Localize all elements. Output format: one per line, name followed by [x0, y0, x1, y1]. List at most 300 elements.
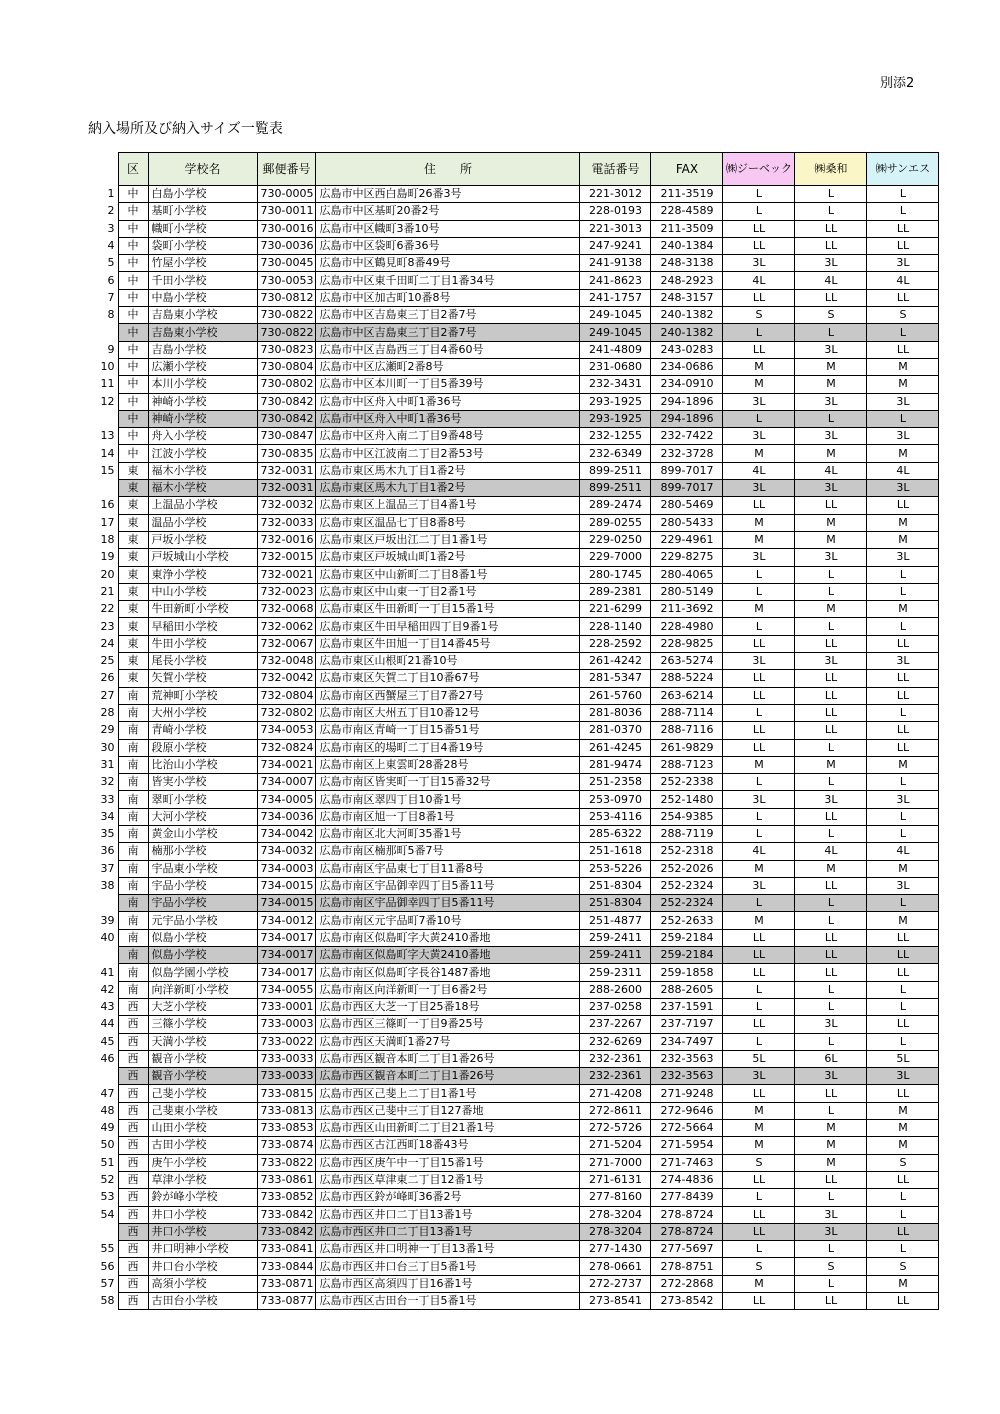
school-name-cell: 福木小学校	[148, 480, 257, 497]
fax-cell: 211-3692	[651, 601, 723, 618]
school-name-cell: 温品小学校	[148, 514, 257, 531]
postal-code-cell: 732-0824	[257, 739, 316, 756]
size-sowa-cell: L	[795, 981, 867, 998]
school-name-cell: 東浄小学校	[148, 566, 257, 583]
postal-code-cell: 734-0055	[257, 981, 316, 998]
tel-cell: 232-2361	[580, 1050, 651, 1067]
fax-cell: 229-4961	[651, 531, 723, 548]
table-row	[92, 428, 939, 445]
row-number: 58	[92, 1293, 118, 1310]
size-sowa-cell: 3L	[795, 549, 867, 566]
fax-cell: 228-9825	[651, 635, 723, 652]
fax-cell: 248-3138	[651, 255, 723, 272]
postal-code-cell: 733-0844	[257, 1258, 316, 1275]
fax-cell: 234-0910	[651, 376, 723, 393]
table-row	[92, 1293, 939, 1310]
tel-cell: 228-1140	[580, 618, 651, 635]
size-sun-s-cell: M	[867, 756, 939, 773]
size-xebec-cell: L	[723, 410, 795, 427]
table-row	[92, 635, 939, 652]
header-blank	[92, 153, 118, 186]
size-xebec-cell: LL	[723, 220, 795, 237]
fax-cell: 288-7123	[651, 756, 723, 773]
size-xebec-cell: LL	[723, 497, 795, 514]
address-cell: 広島市中区吉島西三丁目4番60号	[316, 341, 580, 358]
school-name-cell: 荒神町小学校	[148, 687, 257, 704]
size-sun-s-cell: L	[867, 583, 939, 600]
postal-code-cell: 732-0016	[257, 531, 316, 548]
tel-cell: 228-0193	[580, 203, 651, 220]
address-cell: 広島市中区基町20番2号	[316, 203, 580, 220]
address-cell: 広島市中区舟入中町1番36号	[316, 393, 580, 410]
ward-cell: 東	[118, 514, 148, 531]
fax-cell: 271-9248	[651, 1085, 723, 1102]
postal-code-cell: 733-0852	[257, 1189, 316, 1206]
fax-cell: 232-3563	[651, 1068, 723, 1085]
size-sun-s-cell: L	[867, 203, 939, 220]
size-xebec-cell: M	[723, 1102, 795, 1119]
postal-code-cell: 730-0812	[257, 289, 316, 306]
address-cell: 広島市西区井口台三丁目5番1号	[316, 1258, 580, 1275]
size-xebec-cell: 3L	[723, 1068, 795, 1085]
table-row	[92, 1206, 939, 1223]
table-row	[92, 687, 939, 704]
ward-cell: 中	[118, 255, 148, 272]
ward-cell: 西	[118, 1258, 148, 1275]
ward-cell: 南	[118, 808, 148, 825]
row-number: 25	[92, 653, 118, 670]
school-name-cell: 庚午小学校	[148, 1154, 257, 1171]
row-number: 35	[92, 825, 118, 842]
size-xebec-cell: L	[723, 1033, 795, 1050]
size-sun-s-cell: 4L	[867, 843, 939, 860]
document-title: 納入場所及び納入サイズ一覧表	[88, 121, 283, 137]
row-number: 57	[92, 1275, 118, 1292]
size-sowa-cell: LL	[795, 220, 867, 237]
tel-cell: 237-0258	[580, 998, 651, 1015]
postal-code-cell: 732-0042	[257, 670, 316, 687]
size-sowa-cell: LL	[795, 1293, 867, 1310]
school-name-cell: 宇品小学校	[148, 877, 257, 894]
size-sun-s-cell: M	[867, 912, 939, 929]
school-name-cell: 青崎小学校	[148, 722, 257, 739]
row-number: 45	[92, 1033, 118, 1050]
size-sun-s-cell: 5L	[867, 1050, 939, 1067]
table-row	[92, 289, 939, 306]
table-row	[92, 410, 939, 427]
row-number: 41	[92, 964, 118, 981]
address-cell: 広島市東区戸坂出江二丁目1番1号	[316, 531, 580, 548]
postal-code-cell: 730-0847	[257, 428, 316, 445]
postal-code-cell: 732-0015	[257, 549, 316, 566]
size-sun-s-cell: L	[867, 808, 939, 825]
tel-cell: 271-4208	[580, 1085, 651, 1102]
row-number	[92, 324, 118, 341]
school-name-cell: 広瀬小学校	[148, 358, 257, 375]
school-name-cell: 元宇品小学校	[148, 912, 257, 929]
size-sowa-cell: LL	[795, 670, 867, 687]
size-sun-s-cell: 3L	[867, 428, 939, 445]
size-sowa-cell: S	[795, 1258, 867, 1275]
fax-cell: 234-7497	[651, 1033, 723, 1050]
ward-cell: 西	[118, 1171, 148, 1188]
size-xebec-cell: 3L	[723, 791, 795, 808]
postal-code-cell: 732-0023	[257, 583, 316, 600]
address-cell: 広島市中区広瀬町2番8号	[316, 358, 580, 375]
fax-cell: 272-5664	[651, 1120, 723, 1137]
row-number: 26	[92, 670, 118, 687]
school-name-cell: 古田台小学校	[148, 1293, 257, 1310]
row-number: 9	[92, 341, 118, 358]
ward-cell: 西	[118, 1016, 148, 1033]
fax-cell: 271-5954	[651, 1137, 723, 1154]
size-sowa-cell: 3L	[795, 1223, 867, 1240]
size-sun-s-cell: L	[867, 1241, 939, 1258]
ward-cell: 西	[118, 1189, 148, 1206]
postal-code-cell: 733-0033	[257, 1068, 316, 1085]
tel-cell: 231-0680	[580, 358, 651, 375]
school-name-cell: 井口台小学校	[148, 1258, 257, 1275]
ward-cell: 東	[118, 549, 148, 566]
school-name-cell: 中山小学校	[148, 583, 257, 600]
school-name-cell: 竹屋小学校	[148, 255, 257, 272]
table-row	[92, 272, 939, 289]
size-sowa-cell: 3L	[795, 1068, 867, 1085]
header-ward: 区	[118, 153, 148, 186]
size-sowa-cell: M	[795, 1154, 867, 1171]
size-sowa-cell: LL	[795, 808, 867, 825]
school-name-cell: 白島小学校	[148, 186, 257, 203]
size-xebec-cell: 3L	[723, 877, 795, 894]
size-sun-s-cell: LL	[867, 497, 939, 514]
row-number	[92, 410, 118, 427]
size-xebec-cell: L	[723, 895, 795, 912]
row-number: 16	[92, 497, 118, 514]
size-sun-s-cell: LL	[867, 635, 939, 652]
table-row	[92, 739, 939, 756]
address-cell: 広島市中区西白島町26番3号	[316, 186, 580, 203]
size-xebec-cell: L	[723, 808, 795, 825]
address-cell: 広島市南区上東雲町28番28号	[316, 756, 580, 773]
row-number: 49	[92, 1120, 118, 1137]
size-sowa-cell: 6L	[795, 1050, 867, 1067]
fax-cell: 237-7197	[651, 1016, 723, 1033]
row-number: 55	[92, 1241, 118, 1258]
tel-cell: 899-2511	[580, 480, 651, 497]
school-name-cell: 神崎小学校	[148, 393, 257, 410]
postal-code-cell: 730-0053	[257, 272, 316, 289]
size-sun-s-cell: S	[867, 1154, 939, 1171]
attachment-label: 別添2	[880, 76, 915, 91]
tel-cell: 251-8304	[580, 895, 651, 912]
row-number: 37	[92, 860, 118, 877]
size-sun-s-cell: M	[867, 445, 939, 462]
tel-cell: 289-2474	[580, 497, 651, 514]
size-sowa-cell: L	[795, 583, 867, 600]
size-sowa-cell: LL	[795, 704, 867, 721]
ward-cell: 西	[118, 1068, 148, 1085]
row-number: 33	[92, 791, 118, 808]
address-cell: 広島市南区青崎一丁目15番51号	[316, 722, 580, 739]
address-cell: 広島市中区舟入南二丁目9番48号	[316, 428, 580, 445]
size-sowa-cell: 3L	[795, 428, 867, 445]
tel-cell: 221-6299	[580, 601, 651, 618]
fax-cell: 899-7017	[651, 462, 723, 479]
ward-cell: 中	[118, 272, 148, 289]
tel-cell: 293-1925	[580, 410, 651, 427]
fax-cell: 252-2026	[651, 860, 723, 877]
tel-cell: 273-8541	[580, 1293, 651, 1310]
ward-cell: 東	[118, 566, 148, 583]
address-cell: 広島市南区宇品御幸四丁目5番11号	[316, 895, 580, 912]
fax-cell: 259-1858	[651, 964, 723, 981]
postal-code-cell: 730-0011	[257, 203, 316, 220]
size-xebec-cell: L	[723, 186, 795, 203]
size-sun-s-cell: 3L	[867, 480, 939, 497]
row-number	[92, 895, 118, 912]
ward-cell: 西	[118, 1050, 148, 1067]
size-sun-s-cell: M	[867, 358, 939, 375]
size-sun-s-cell: M	[867, 1137, 939, 1154]
fax-cell: 240-1382	[651, 307, 723, 324]
ward-cell: 西	[118, 1154, 148, 1171]
row-number: 53	[92, 1189, 118, 1206]
school-name-cell: 比治山小学校	[148, 756, 257, 773]
size-sun-s-cell: L	[867, 998, 939, 1015]
size-xebec-cell: LL	[723, 964, 795, 981]
size-xebec-cell: LL	[723, 1016, 795, 1033]
ward-cell: 中	[118, 410, 148, 427]
school-name-cell: 楠那小学校	[148, 843, 257, 860]
address-cell: 広島市東区牛田新町一丁目15番1号	[316, 601, 580, 618]
table-header-row	[92, 153, 939, 186]
table-row	[92, 722, 939, 739]
postal-code-cell: 730-0802	[257, 376, 316, 393]
size-sun-s-cell: LL	[867, 1016, 939, 1033]
size-sowa-cell: 4L	[795, 272, 867, 289]
ward-cell: 中	[118, 203, 148, 220]
row-number: 17	[92, 514, 118, 531]
size-xebec-cell: M	[723, 860, 795, 877]
tel-cell: 259-2411	[580, 929, 651, 946]
address-cell: 広島市西区高須四丁目16番1号	[316, 1275, 580, 1292]
postal-code-cell: 733-0022	[257, 1033, 316, 1050]
size-sowa-cell: M	[795, 1137, 867, 1154]
postal-code-cell: 732-0032	[257, 497, 316, 514]
table-row	[92, 981, 939, 998]
address-cell: 広島市南区向洋新町一丁目6番2号	[316, 981, 580, 998]
size-xebec-cell: LL	[723, 947, 795, 964]
size-sun-s-cell: L	[867, 774, 939, 791]
address-cell: 広島市南区西蟹屋三丁目7番27号	[316, 687, 580, 704]
size-sun-s-cell: M	[867, 514, 939, 531]
tel-cell: 237-2267	[580, 1016, 651, 1033]
row-number: 47	[92, 1085, 118, 1102]
address-cell: 広島市西区古江西町18番43号	[316, 1137, 580, 1154]
tel-cell: 281-0370	[580, 722, 651, 739]
row-number: 40	[92, 929, 118, 946]
table-row	[92, 307, 939, 324]
postal-code-cell: 730-0822	[257, 324, 316, 341]
tel-cell: 247-9241	[580, 237, 651, 254]
ward-cell: 西	[118, 1206, 148, 1223]
fax-cell: 288-7119	[651, 825, 723, 842]
size-sowa-cell: M	[795, 756, 867, 773]
ward-cell: 中	[118, 237, 148, 254]
size-sun-s-cell: LL	[867, 739, 939, 756]
address-cell: 広島市南区似島町字大黄2410番地	[316, 947, 580, 964]
tel-cell: 271-6131	[580, 1171, 651, 1188]
tel-cell: 261-4245	[580, 739, 651, 756]
fax-cell: 240-1384	[651, 237, 723, 254]
tel-cell: 277-8160	[580, 1189, 651, 1206]
size-xebec-cell: LL	[723, 1293, 795, 1310]
school-name-cell: 井口明神小学校	[148, 1241, 257, 1258]
ward-cell: 南	[118, 825, 148, 842]
fax-cell: 288-2605	[651, 981, 723, 998]
size-sun-s-cell: LL	[867, 687, 939, 704]
size-xebec-cell: 4L	[723, 462, 795, 479]
size-xebec-cell: LL	[723, 237, 795, 254]
table-row	[92, 877, 939, 894]
ward-cell: 東	[118, 497, 148, 514]
size-xebec-cell: L	[723, 324, 795, 341]
tel-cell: 249-1045	[580, 324, 651, 341]
ward-cell: 中	[118, 428, 148, 445]
fax-cell: 273-8542	[651, 1293, 723, 1310]
postal-code-cell: 733-0822	[257, 1154, 316, 1171]
tel-cell: 253-4116	[580, 808, 651, 825]
ward-cell: 東	[118, 531, 148, 548]
size-sowa-cell: L	[795, 410, 867, 427]
size-sowa-cell: L	[795, 912, 867, 929]
address-cell: 広島市中区本川町一丁目5番39号	[316, 376, 580, 393]
size-xebec-cell: M	[723, 445, 795, 462]
size-sun-s-cell: L	[867, 1033, 939, 1050]
ward-cell: 南	[118, 895, 148, 912]
tel-cell: 261-4242	[580, 653, 651, 670]
school-name-cell: 早稲田小学校	[148, 618, 257, 635]
size-sun-s-cell: L	[867, 1206, 939, 1223]
table-row	[92, 549, 939, 566]
address-cell: 広島市東区中山新町二丁目8番1号	[316, 566, 580, 583]
size-xebec-cell: M	[723, 376, 795, 393]
table-row	[92, 601, 939, 618]
fax-cell: 243-0283	[651, 341, 723, 358]
size-xebec-cell: LL	[723, 289, 795, 306]
size-sun-s-cell: LL	[867, 341, 939, 358]
tel-cell: 261-5760	[580, 687, 651, 704]
table-row	[92, 220, 939, 237]
size-sun-s-cell: LL	[867, 289, 939, 306]
size-sun-s-cell: L	[867, 186, 939, 203]
row-number: 38	[92, 877, 118, 894]
tel-cell: 241-8623	[580, 272, 651, 289]
tel-cell: 251-2358	[580, 774, 651, 791]
postal-code-cell: 732-0033	[257, 514, 316, 531]
size-sowa-cell: LL	[795, 722, 867, 739]
postal-code-cell: 733-0871	[257, 1275, 316, 1292]
header-vendor-sowa: ㈱桑和	[795, 153, 867, 186]
size-sowa-cell: LL	[795, 947, 867, 964]
tel-cell: 241-1757	[580, 289, 651, 306]
school-name-cell: 基町小学校	[148, 203, 257, 220]
ward-cell: 西	[118, 1241, 148, 1258]
ward-cell: 中	[118, 220, 148, 237]
school-name-cell: 観音小学校	[148, 1068, 257, 1085]
tel-cell: 280-1745	[580, 566, 651, 583]
size-sun-s-cell: 3L	[867, 255, 939, 272]
size-xebec-cell: M	[723, 358, 795, 375]
size-xebec-cell: 3L	[723, 393, 795, 410]
size-sowa-cell: 4L	[795, 462, 867, 479]
school-name-cell: 舟入小学校	[148, 428, 257, 445]
size-sowa-cell: 3L	[795, 341, 867, 358]
postal-code-cell: 734-0015	[257, 895, 316, 912]
row-number: 8	[92, 307, 118, 324]
size-xebec-cell: 3L	[723, 428, 795, 445]
postal-code-cell: 733-0001	[257, 998, 316, 1015]
postal-code-cell: 733-0842	[257, 1206, 316, 1223]
ward-cell: 南	[118, 722, 148, 739]
size-sowa-cell: 3L	[795, 255, 867, 272]
table-row	[92, 1102, 939, 1119]
postal-code-cell: 733-0853	[257, 1120, 316, 1137]
ward-cell: 東	[118, 480, 148, 497]
size-xebec-cell: S	[723, 1154, 795, 1171]
size-sowa-cell: M	[795, 445, 867, 462]
table-row	[92, 1137, 939, 1154]
row-number: 7	[92, 289, 118, 306]
address-cell: 広島市西区三篠町一丁目9番25号	[316, 1016, 580, 1033]
school-name-cell: 吉島東小学校	[148, 307, 257, 324]
row-number: 30	[92, 739, 118, 756]
size-xebec-cell: L	[723, 774, 795, 791]
size-xebec-cell: L	[723, 1189, 795, 1206]
ward-cell: 西	[118, 1085, 148, 1102]
size-sowa-cell: LL	[795, 237, 867, 254]
tel-cell: 259-2411	[580, 947, 651, 964]
row-number: 29	[92, 722, 118, 739]
school-name-cell: 幟町小学校	[148, 220, 257, 237]
size-sowa-cell: LL	[795, 635, 867, 652]
tel-cell: 251-8304	[580, 877, 651, 894]
size-xebec-cell: M	[723, 531, 795, 548]
size-xebec-cell: LL	[723, 739, 795, 756]
table-row	[92, 376, 939, 393]
address-cell: 広島市西区天満町1番27号	[316, 1033, 580, 1050]
row-number: 20	[92, 566, 118, 583]
row-number: 46	[92, 1050, 118, 1067]
address-cell: 広島市南区皆実町一丁目15番32号	[316, 774, 580, 791]
fax-cell: 211-3519	[651, 186, 723, 203]
row-number: 43	[92, 998, 118, 1015]
size-sowa-cell: LL	[795, 877, 867, 894]
address-cell: 広島市南区北大河町35番1号	[316, 825, 580, 842]
school-name-cell: 黄金山小学校	[148, 825, 257, 842]
postal-code-cell: 733-0861	[257, 1171, 316, 1188]
school-name-cell: 己斐小学校	[148, 1085, 257, 1102]
row-number: 4	[92, 237, 118, 254]
postal-code-cell: 732-0021	[257, 566, 316, 583]
table-row	[92, 583, 939, 600]
tel-cell: 272-8611	[580, 1102, 651, 1119]
size-xebec-cell: S	[723, 1258, 795, 1275]
row-number	[92, 1068, 118, 1085]
tel-cell: 289-2381	[580, 583, 651, 600]
header-fax: FAX	[651, 153, 723, 186]
tel-cell: 249-1045	[580, 307, 651, 324]
